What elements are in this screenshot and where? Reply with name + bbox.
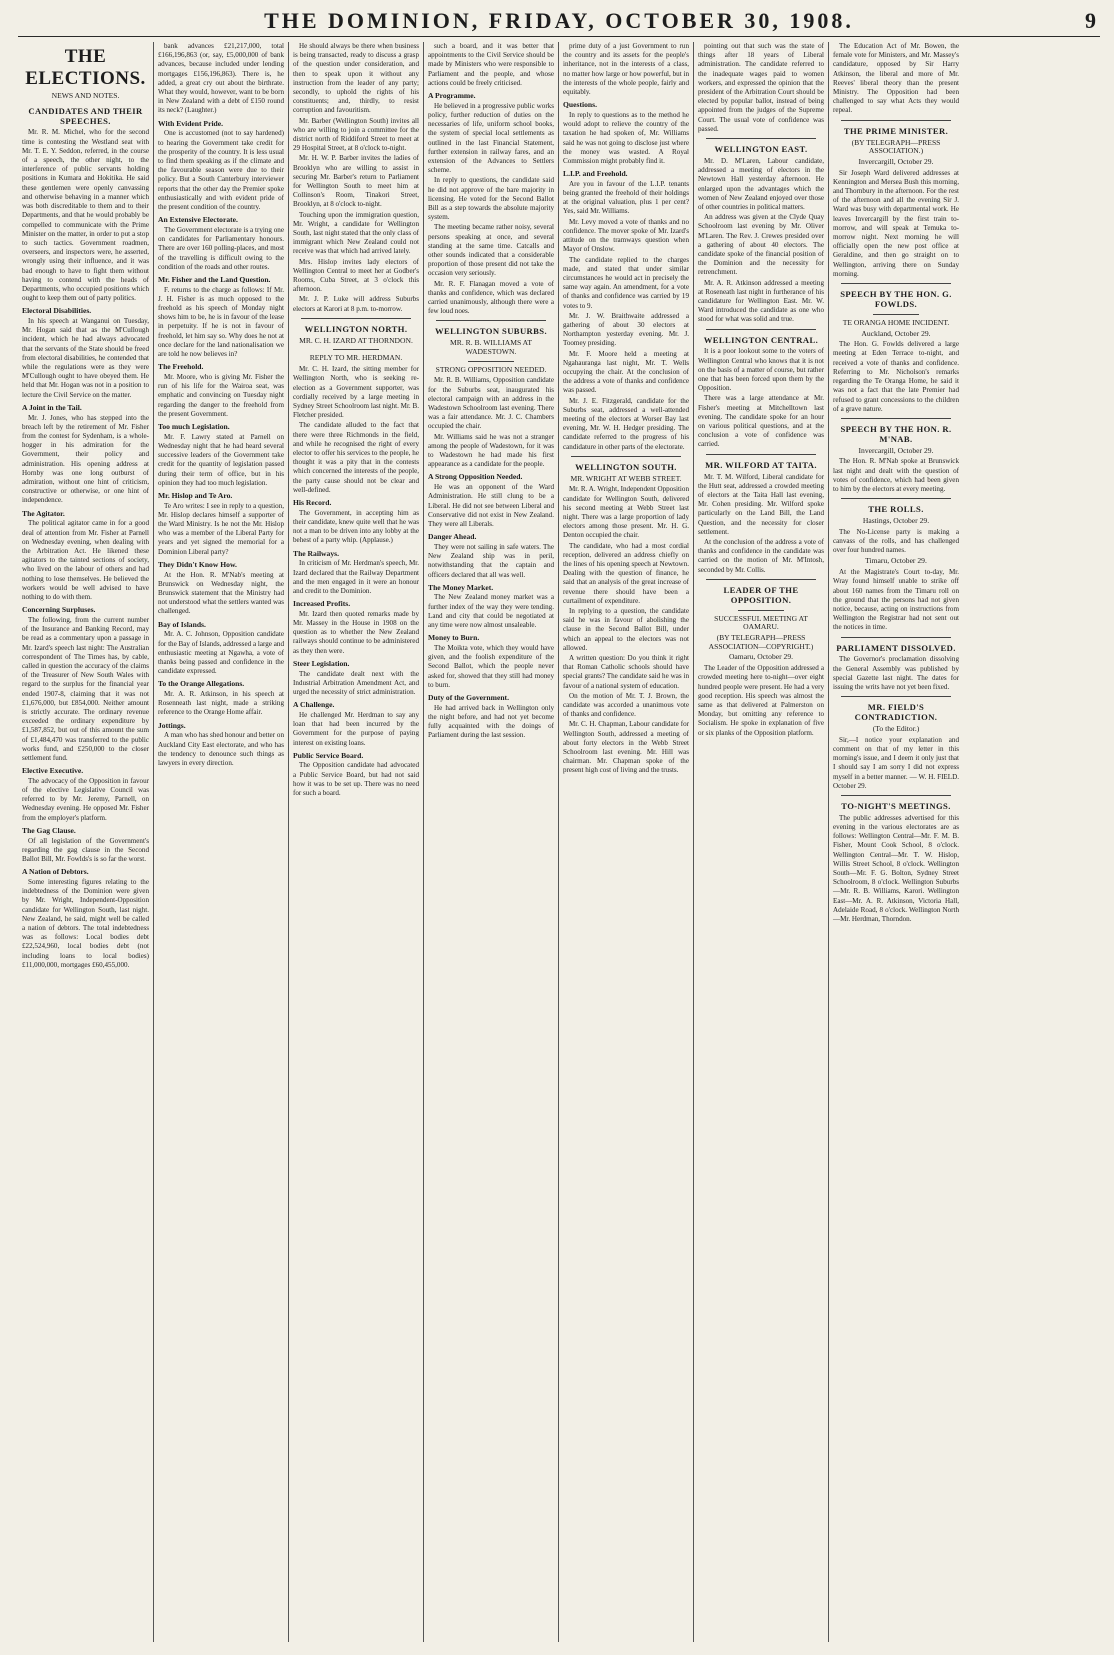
article-subheading: STRONG OPPOSITION NEEDED. xyxy=(435,364,547,374)
article-paragraph: such a board, and it was better that appointments to the Civil Service should be made by Ministers who were responsible to Parliament and the people, and whose actions could be freely criticised. xyxy=(428,42,554,87)
article-subheading: MR. R. B. WILLIAMS AT WADESTOWN. xyxy=(450,338,532,356)
article-paragraph: Mr. J. E. Fitzgerald, candidate for the Suburbs seat, addressed a well-attended meeting of the electors at Worser Bay last evening, Mr. W. H. Hedger presiding. The candidate referred to the progress of his candidature in other parts of the electorate. xyxy=(563,396,689,451)
article-subheading: SUCCESSFUL MEETING AT OAMARU. xyxy=(714,613,808,632)
article-paragraph: Mr. Izard then quoted remarks made by Mr. Massey in the House in 1908 on the question as to whether the New Zealand railways should continue to be administered as they then were. xyxy=(293,609,419,655)
article-paragraph: A man who has shed honour and better on Auckland City East electorate, and who has the tendency to denounce such things as lawyers in every direction. xyxy=(158,731,284,767)
article-paragraph: Mr. D. M'Laren, Labour candidate, addressed a meeting of electors in the Newtown Hall yesterday afternoon. He enlarged upon the advantages which the women of New Zealand enjoyed over those of other countries in political matters. xyxy=(698,156,824,211)
masthead-title: THE DOMINION, FRIDAY, OCTOBER 30, 1908. xyxy=(264,8,854,33)
column-2 xyxy=(153,42,288,1642)
article-paragraph: He was an opponent of the Ward Administration. He still clung to be a Liberal. He did not see between Liberal and Conservative did not exist in New Zealand. They were all Liberals. xyxy=(428,483,554,528)
article-paragraph: Mr. J. W. Braithwaite addressed a gathering of about 30 electors at Northampton yesterday evening. Mr. J. Toomey presiding. xyxy=(563,311,689,348)
article-paragraph: In reply to questions, the candidate said he did not approve of the bare majority in licensing. He voted for the Second Ballot Bill as a step towards the absolute majority system. xyxy=(428,176,554,222)
article-paragraph: The Governor's proclamation dissolving the General Assembly was published by special Gazette last night. The dates for issuing the writs have not yet been fixed. xyxy=(833,655,959,692)
article-heading: THE ROLLS. xyxy=(868,504,924,515)
paragraph-heading: Duty of the Government. xyxy=(428,693,509,702)
column-4 xyxy=(423,42,558,1642)
article-paragraph: Mr. C. H. Chapman, Labour candidate for Wellington South, addressed a meeting of about forty electors in the Webb Street Schoolroom last evening. Mr. Hill was chairman. Mr. Chapman spoke of the present high cost of living and the trusts. xyxy=(563,720,689,775)
paragraph-heading: A Strong Opposition Needed. xyxy=(428,472,523,482)
article-heading: TO-NIGHT'S MEETINGS. xyxy=(841,800,951,811)
article-subheading: Oamaru, October 29. xyxy=(728,652,794,662)
article-paragraph: Mrs. Hislop invites lady electors of Wellington Central to meet her at Godber's Rooms, Cuba Street, at 3 o'clock this afternoon. xyxy=(293,257,419,294)
article-paragraph: Mr. J. Jones, who has stepped into the breach left by the retirement of Mr. Fisher from the contest for Sydenham, is a whole-hogger in his admiration for the Government, their policy and administration. His opening address at Hornby was one long outburst of admiration, without one hint of criticism, constructive or otherwise, or one hint of independence. xyxy=(22,413,149,505)
paragraph-heading: To the Orange Allegations. xyxy=(158,679,245,689)
column-rule xyxy=(841,283,951,284)
article-paragraph: The Government electorate is a trying one on candidates for Parliamentary honours. There are over 160 polling-places, and most of the travelling is difficult owing to the condition of the roads and other routes. xyxy=(158,225,284,271)
paragraph-heading: Mr. Hislop and Te Aro. xyxy=(158,490,233,500)
section-title: THE ELECTIONS. xyxy=(25,46,146,89)
column-rule-short xyxy=(738,610,784,611)
article-paragraph: They were not sailing in safe waters. The New Zealand ship was in peril, notwithstanding that the captain and officers declared that all was well. xyxy=(428,542,554,579)
article-subheading: Invercargill, October 29. xyxy=(858,445,934,455)
article-subheading: REPLY TO MR. HERDMAN. xyxy=(309,353,403,363)
article-heading: PARLIAMENT DISSOLVED. xyxy=(836,642,956,653)
article-heading: SPEECH BY THE HON. R. M'NAB. xyxy=(840,423,952,444)
paragraph-heading: Danger Ahead. xyxy=(428,532,477,542)
paragraph-heading: The Gag Clause. xyxy=(22,825,76,835)
article-paragraph: Mr. A. R. Atkinson addressed a meeting at Roseneath last night in furtherance of his candidature for Wellington East. Mr. W. Ward introduced the candidate as one who stood for what was solid and true. xyxy=(698,278,824,324)
masthead xyxy=(18,6,1100,37)
paragraph-heading: Bay of Islands. xyxy=(158,619,206,629)
article-paragraph: The New Zealand money market was a further index of the way they were tending. Land and city that could be negotiated at any time were now almost unsaleable. xyxy=(428,593,554,630)
article-paragraph: A written question: Do you think it right that Roman Catholic schools should have special grants? The candidate said he was in favour of a national system of education. xyxy=(563,654,689,690)
article-paragraph: In replying to a question, the candidate said he was in favour of abolishing the clause in the Second Ballot Bill, under which an appeal to the electors was not allowed. xyxy=(563,607,689,652)
paragraph-heading: Questions. xyxy=(563,100,597,110)
article-paragraph: The advocacy of the Opposition in favour of the elective Legislative Council was referred to by Mr. Jeremy, Parnell, on Wednesday evening. He opposed Mr. Fisher from the employer's platform. xyxy=(22,776,149,822)
column-rule xyxy=(706,138,816,139)
article-paragraph: There was a large attendance at Mr. Fisher's meeting at Mitchelltown last evening. The candidate spoke for an hour on various political questions, and at the conclusion a vote of confidence was carried. xyxy=(698,394,824,449)
column-1 xyxy=(18,42,153,1642)
article-paragraph: Sir Joseph Ward delivered addresses at Kennington and Mersea Bush this morning, and Thornbury in the afternoon. For the rest of the afternoon and all the evening Sir J. Ward was busy with departmental work. He leaves Invercargill by the first train to-morrow, and will speak at Temuka to-morrow night. Next morning he will officially open the new post office at Geraldine, and then go straight on to Wellington, arriving there on Sunday morning. xyxy=(833,168,959,278)
article-paragraph: Mr. Levy moved a vote of thanks and no confidence. The mover spoke of Mr. Izard's attitude on the tramways question when Mayor of Onslow. xyxy=(563,217,689,254)
article-subheading: Invercargill, October 29. xyxy=(858,156,934,166)
article-subheading: NEWS AND NOTES. xyxy=(51,91,120,100)
article-paragraph: The Opposition candidate had advocated a Public Service Board, but had not said how it was to be set up. There was no need for such a board. xyxy=(293,761,419,798)
article-paragraph: Mr. Moore, who is giving Mr. Fisher the run of his life for the Wairoa seat, was emphatic and convincing on Tuesday night regarding the danger to the freehold from the present Government. xyxy=(158,372,284,418)
article-heading: MR. WILFORD AT TAITA. xyxy=(705,459,817,470)
article-paragraph: At the Magistrate's Court to-day, Mr. Wray found himself unable to strike off about 160 names from the Timaru roll on the ground that the persons had not given notice, because, acting on instructions from Wellington the Registrar had not sent out the notices in time. xyxy=(833,568,959,632)
paragraph-heading: Too much Legislation. xyxy=(158,421,230,431)
article-paragraph: The Government, in accepting him as their candidate, knew quite well that he was not a man to be driven into any lobby at the behest of a party whip. (Applause.) xyxy=(293,508,419,545)
article-heading: WELLINGTON CENTRAL. xyxy=(703,334,819,345)
paragraph-heading: Increased Profits. xyxy=(293,599,351,609)
paragraph-heading: Mr. Fisher and the Land Question. xyxy=(158,274,271,284)
paragraph-heading: An Extensive Electorate. xyxy=(158,215,238,225)
article-paragraph: He had arrived back in Wellington only the night before, and had not yet become fully acquainted with the doings of Parliament during the last session. xyxy=(428,703,554,740)
column-rule xyxy=(706,329,816,330)
column-rule xyxy=(841,696,951,697)
paragraph-heading: Jottings. xyxy=(158,720,186,730)
paragraph-heading: The Money Market. xyxy=(428,582,494,592)
column-rule xyxy=(841,418,951,419)
article-subheading: (BY TELEGRAPH—PRESS ASSOCIATION.) xyxy=(851,137,941,156)
article-subheading: Auckland, October 29. xyxy=(861,328,931,338)
article-heading: WELLINGTON SOUTH. xyxy=(575,461,677,472)
article-paragraph: Mr. Barber (Wellington South) invites all who are willing to join a committee for the district north of Riddiford Street to meet at 29 Hospital Street, at 8 o'clock to-night. xyxy=(293,116,419,153)
article-heading: WELLINGTON SUBURBS. xyxy=(434,326,548,337)
article-paragraph: One is accustomed (not to say hardened) to hearing the Government take credit for the prosperity of the country. It is less usual to find them speaking as if the climate and the favourable season were due to their policy. But a South Canterbury interviewer reports that the other day the Premier spoke enthusiastically and with evident pride of the present condition of the country. xyxy=(158,129,284,211)
article-paragraph: In criticism of Mr. Herdman's speech, Mr. Izard declared that the Railway Department and the men engaged in it were an honour and credit to the Dominion. xyxy=(293,559,419,595)
article-paragraph: Are you in favour of the L.I.P. tenants being granted the freehold of their holdings at the original valuation, plus 1 per cent? Yes, said Mr. Williams. xyxy=(563,179,689,216)
paragraph-heading: The Agitator. xyxy=(22,508,65,518)
article-paragraph: Mr. Williams said he was not a stranger among the people of Wadestown, for it was to Wadestown he had made his first appearance as a candidate for the people. xyxy=(428,432,554,469)
paragraph-heading: A Nation of Debtors. xyxy=(22,867,89,877)
article-subheading: (To the Editor.) xyxy=(872,723,920,733)
article-subheading: (BY TELEGRAPH—PRESS ASSOCIATION—COPYRIGHT.) xyxy=(708,632,814,651)
column-rule xyxy=(301,318,411,319)
article-paragraph: The candidate replied to the charges made, and stated that under similar circumstances he would act in precisely the same way again. An amendment, for a vote of thanks and confidence was carried by 19 votes to 9. xyxy=(563,255,689,310)
paragraph-heading: Electoral Disabilities. xyxy=(22,306,92,316)
article-paragraph: Touching upon the immigration question, Mr. Wright, a candidate for Wellington South, last night stated that the only class of immigrant which New Zealand could not receive was that which had arrived lately. xyxy=(293,210,419,256)
column-rule xyxy=(841,120,951,121)
article-paragraph: prime duty of a just Government to run the country and its assets for the people's inheritance, not in the interests of a class, no matter how large or how powerful, but in the interests of the whole people, fairly and equitably. xyxy=(563,42,689,97)
article-paragraph: He believed in a progressive public works policy, further reduction of duties on the necessaries of life, uniform school books, the system of special local settlements as outlined in the last Financial Statement, further extension in railway fares, and an extension of the Advances to Settlers scheme. xyxy=(428,101,554,175)
article-paragraph: Mr. F. Lawry stated at Parnell on Wednesday night that he had heard several successive leaders of the Government take credit for the quantity of legislation passed during their term of office, but in his opinion they had too much legislation. xyxy=(158,432,284,487)
column-rule xyxy=(841,637,951,638)
column-rule xyxy=(841,795,951,796)
paragraph-heading: A Challenge. xyxy=(293,700,335,710)
article-heading: WELLINGTON NORTH. xyxy=(304,323,408,334)
column-rule xyxy=(841,498,951,499)
article-subheading: MR. C. H. IZARD AT THORNDON. xyxy=(299,335,413,345)
article-paragraph: pointing out that such was the state of things after 18 years of Liberal administration. The candidate referred to the inadequate wages paid to women workers, and expressed the opinion that the president of the Arbitration Court should be elected by popular ballot, instead of being appointed from the judges of the Supreme Court. The usual vote of confidence was passed. xyxy=(698,42,824,133)
article-paragraph: He challenged Mr. Herdman to say any loan that had been incurred by the Government for the purpose of paying interest on existing loans. xyxy=(293,710,419,747)
article-paragraph: The Hon. R. M'Nab spoke at Brunswick last night and dealt with the question of votes of confidence, which had been given to him by the electors at every meeting. xyxy=(833,457,959,493)
column-5 xyxy=(558,42,693,1642)
article-paragraph: He should always be there when business is being transacted, ready to discuss a grasp of the question under consideration, and then to speak upon it without any instruction from the leader of any party; secondly, to uphold the rights of his constituents; and, thirdly, to resist corruption and favouritism. xyxy=(293,42,419,115)
article-paragraph: Sir,—I notice your explanation and comment on that of my letter in this morning's issue, and I deem it only just that I should say I am sorry I did not express myself in a better manner. — W. H. FIELD. October 29. xyxy=(833,735,959,790)
column-rule-short xyxy=(873,314,919,315)
article-paragraph: At the Hon. R. M'Nab's meeting at Brunswick on Wednesday night, the Brunswick statement that the Ministry had not understood what the settlers wanted was challenged. xyxy=(158,570,284,616)
article-paragraph: The Hon. G. Fowlds delivered a large meeting at Eden Terrace to-night, and received a vote of thanks and confidence. Referring to Mr. Nicholson's remarks regarding the Te Oranga Home, he said it was not a fact that the late Premier had refused to grant concessions to the children of a grave nature. xyxy=(833,340,959,413)
article-paragraph: F. returns to the charge as follows: If Mr. J. H. Fisher is as much opposed to the freehold as his speech of Monday night shows him to be, he is in favour of the lease in perpetuity. If he is not in favour of freehold, let him say so. Why does he not at once declare for the land nationalisation we are told he now believes in? xyxy=(158,285,284,359)
article-paragraph: The candidate, who had a most cordial reception, delivered an address chiefly on the lines of his opening speech at Newtown. Dealing with the question of finance, he said that an analysis of the great increase of revenue there should have been a curtailment of expenditure. xyxy=(563,541,689,605)
article-paragraph: The No-License party is making a canvass of the rolls, and has challenged over four hundred names. xyxy=(833,527,959,555)
article-paragraph: The Leader of the Opposition addressed a crowded meeting here to-night—over eight hundred people were present. He had a very good reception. His speech was almost the same as that delivered at Palmerston on Monday, but omitting any reference to Socialism. He spoke in explanation of five or six planks of the Opposition platform. xyxy=(698,664,824,737)
page-number: 9 xyxy=(1085,8,1096,33)
column-rule xyxy=(436,320,546,321)
column-rule-short xyxy=(468,361,514,362)
article-paragraph: Of all legislation of the Government's regarding the gag clause in the Second Ballot Bill, Mr. Fowlds's is so far the worst. xyxy=(22,836,149,863)
article-paragraph: The candidate dealt next with the Industrial Arbitration Amendment Act, and urged the necessity of strict administration. xyxy=(293,669,419,696)
article-heading: MR. FIELD'S CONTRADICTION. xyxy=(854,702,938,723)
paragraph-heading: His Record. xyxy=(293,498,332,508)
article-paragraph: The candidate alluded to the fact that there were three Richmonds in the field, and while he recognised the right of every elector to offer his services to the people, he thought it was a pity that in the contests which concerned the interests of the people, the party cause should not be clear and well-defined. xyxy=(293,421,419,494)
article-subheading: TE ORANGA HOME INCIDENT. xyxy=(842,317,950,327)
paragraph-heading: Elective Executive. xyxy=(22,766,84,776)
paragraph-heading: Public Service Board. xyxy=(293,750,364,760)
article-heading: CANDIDATES AND THEIR SPEECHES. xyxy=(28,105,143,126)
column-3 xyxy=(288,42,423,1642)
paragraph-heading: A Programme. xyxy=(428,91,476,101)
article-paragraph: Mr. A. R. Atkinson, in his speech at Rosenneath last night, made a striking reference to the Orange Home affair. xyxy=(158,690,284,717)
column-rule xyxy=(571,456,681,457)
article-paragraph: The following, from the current number of the Insurance and Banking Record, may be read as a commentary upon a passage in Mr. Izard's speech last night: The Australian correspondent of The Times has, by cable, called in question the accuracy of the claims of the Treasurer of New South Wales with regard to the surplus for the financial year ended 1907-8, claiming that it was not £1,676,000, but £854,000. Neither amount is strictly accurate. The ordinary revenue exceeded the ordinary expenditure by £1,587,852, but out of this amount the sum of £1,484,470 was transferred to the public works fund, and £250,000 to the closer settlement fund. xyxy=(22,615,149,762)
article-paragraph: The public addresses advertised for this evening in the various electorates are as follows: Wellington Central—Mr. F. M. B. Fisher, Mount Cook School, 8 o'clock. Wellington Central—Mr. T. W. Hislop, Willis Street School, 8 o'clock. Wellington South—Mr. F. G. Bolton, Sydney Street Schoolroom, 8 o'clock. Wellington Suburbs—Mr. R. B. Williams, Karori. Wellington East—Mr. A. R. Atkinson, Victoria Hall, Adelaide Road, 8 o'clock. Wellington North—Mr. Herdman, Thorndon. xyxy=(833,813,959,924)
article-paragraph: Mr. J. P. Luke will address Suburbs electors at Karori at 8 p.m. to-morrow. xyxy=(293,295,419,313)
paragraph-heading: Steer Legislation. xyxy=(293,658,350,668)
article-paragraph: bank advances £21,217,000, total £166,196,863 (or, say, £5,000,000 of bank advances, because included under lending mortgages £156,196,863). There is, he added, a great cry out about the birthrate. What they would, however, want to be born in New Zealand with a debt of £150 round its neck? (Laughter.) xyxy=(158,42,284,115)
article-paragraph: Mr. F. Moore held a meeting at Ngahauranga last night, Mr. T. Wells occupying the chair. At the conclusion of the address a vote of thanks and confidence was passed. xyxy=(563,349,689,395)
article-paragraph: Mr. H. W. P. Barber invites the ladies of Brooklyn who are willing to assist in securing Mr. Barber's return to Parliament for Wellington South to meet him at Collinson's Room, Tinakori Street, Brooklyn, at 8 o'clock to-night. xyxy=(293,154,419,209)
paragraph-heading: A Joint in the Tail. xyxy=(22,402,82,412)
article-paragraph: In reply to questions as to the method he would adopt to relieve the country of the taxation he had spoken of, Mr. Williams said he was not going to disclose just where the money was wasted. A Royal Commission might probably find it. xyxy=(563,110,689,165)
article-heading: LEADER OF THE OPPOSITION. xyxy=(723,584,799,605)
article-paragraph: Mr. R. F. Flanagan moved a vote of thanks and confidence, which was declared carried unanimously, although there were a few loud noes. xyxy=(428,279,554,316)
paragraph-heading: Concerning Surpluses. xyxy=(22,605,96,615)
article-paragraph: Mr. R. A. Wright, Independent Opposition candidate for Wellington South, delivered his second meeting at Webb Street last night. There was a large proportion of lady electors among those present. Mr. H. G. Denton occupied the chair. xyxy=(563,485,689,540)
article-paragraph: In his speech at Wanganui on Tuesday, Mr. Hogan said that as the M'Cullough incident, which he had always advocated that the servants of the State should be freed from electoral disabilities, he contended that while the regulations were as they were M'Cullough ought to have obeyed them. He held that Mr. Hogan was not in a position to lecture the Civil Service on the matter. xyxy=(22,317,149,399)
article-paragraph: The political agitator came in for a good deal of attention from Mr. Fisher at Parnell on Wednesday evening, when dealing with the Arbitration Act. He likened these agitators to the tainted sections of society, who lived on the labour of others and had nothing to lose themselves. He believed the workers would be well advised to have nothing to do with them. xyxy=(22,519,149,601)
article-paragraph: An address was given at the Clyde Quay Schoolroom last evening by Mr. Oliver M'Laren. The Rev. J. Crewes presided over a gathering of about 40 electors. The candidate spoke of the financial position of the Dominion and the necessity for retrenchment. xyxy=(698,213,824,277)
paragraph-heading: L.I.P. and Freehold. xyxy=(563,169,628,179)
article-paragraph: The Education Act of Mr. Bowen, the female vote for Ministers, and Mr. Massey's candidature, opposed by Sir Harry Atkinson, the liberal and more of Mr. Reeves' liberal theory than the present Ministry. The Opposition had been challenged to say what Acts they would repeal. xyxy=(833,42,959,115)
paragraph-heading: The Freehold. xyxy=(158,362,204,372)
article-paragraph: Te Aro writes: I see in reply to a question, Mr. Hislop declares himself a supporter of the Ward Ministry. Is he not the Mr. Hislop who was a member of the Liberal Party for years and yet signed the memorial for a Dominion Liberal party? xyxy=(158,501,284,556)
article-paragraph: At the conclusion of the address a vote of thanks and confidence in the candidate was carried on the motion of Mr. M'Intosh, seconded by Mr. Collis. xyxy=(698,537,824,574)
article-paragraph: The meeting became rather noisy, several persons speaking at once, and several standing at the same time. Catcalls and other sounds indicated that a considerable proportion of those present did not take the occasion very seriously. xyxy=(428,223,554,278)
paragraph-heading: With Evident Pride. xyxy=(158,118,224,128)
article-paragraph: Mr. A. C. Johnson, Opposition candidate for the Bay of Islands, addressed a large and enthusiastic meeting at Ngawha, a vote of thanks being passed and confidence in the candidate expressed. xyxy=(158,630,284,676)
article-heading: WELLINGTON EAST. xyxy=(714,144,808,155)
article-paragraph: Mr. R. M. Michel, who for the second time is contesting the Westland seat with Mr. T. E. Y. Seddon, referred, in the course of a speech, the other night, to the interference of public servants holding positions in Kumara and Hokitika. He said these gentlemen were openly canvassing and otherwise behaving in a manner which was both discreditable to them and to their Departments, and that he would probably be compelled to communicate with the Prime Minister on the matter, in order to put a stop to such tactics. Government roadmen, overseers, and inspectors were, he asserted, wrongly using their influence, and it was bad enough to have to fight them without having to contend with the heads of Departments, who occupied positions which ought to keep them out of party politics. xyxy=(22,128,149,303)
article-subheading: Hastings, October 29. xyxy=(862,516,930,526)
article-paragraph: On the motion of Mr. T. J. Brown, the candidate was accorded a unanimous vote of thanks and confidence. xyxy=(563,691,689,719)
article-subheading: Timaru, October 29. xyxy=(865,556,927,566)
article-paragraph: Some interesting figures relating to the indebtedness of the Dominion were given by Mr. Wright, Independent-Opposition candidate for Wellington South, last night. New Zealand, he said, might well be called a nation of debtors. The total indebtedness was as follows: Local bodies debt £22,524,960, local bodies debt (not including loans to local bodies) £11,000,000, mortgages £60,455,000. xyxy=(22,877,149,969)
article-paragraph: The Moikta vote, which they would have given, and the foolish expenditure of the Second Ballot, which the people never asked for, showed that they still had money to burn. xyxy=(428,643,554,689)
article-paragraph: Mr. R. B. Williams, Opposition candidate for the Suburbs seat, inaugurated his electoral campaign with an address in the Wadestown Schoolroom last evening. There was a fair attendance. Mr. J. C. Chambers occupied the chair. xyxy=(428,376,554,431)
article-paragraph: It is a poor lookout some to the voters of Wellington Central who knows that it is not on the basis of a matter of course, but rather one that has been forced upon them by the Opposition. xyxy=(698,347,824,393)
article-heading: SPEECH BY THE HON. G. FOWLDS. xyxy=(840,289,952,309)
column-6 xyxy=(693,42,828,1642)
article-heading: THE PRIME MINISTER. xyxy=(843,125,949,136)
article-paragraph: Mr. C. H. Izard, the sitting member for Wellington North, who is seeking re-election as a Government supporter, was cordially received by a large meeting in Sydney Street Schoolroom last night. Mr. B. Fletcher presided. xyxy=(293,365,419,420)
column-rule-short xyxy=(333,349,379,350)
column-rule xyxy=(706,579,816,580)
paragraph-heading: Money to Burn. xyxy=(428,633,480,643)
column-7 xyxy=(828,42,963,1642)
column-rule xyxy=(706,454,816,455)
paragraph-heading: The Railways. xyxy=(293,548,339,558)
paragraph-heading: They Didn't Know How. xyxy=(158,559,237,569)
article-paragraph: Mr. T. M. Wilford, Liberal candidate for the Hutt seat, addressed a crowded meeting of electors at the Taita Hall last evening, Mr. Cohen presiding. Mr. Wilford spoke particularly on the Land Bill, the Land Question, and the necessity for closer settlement. xyxy=(698,472,824,536)
article-subheading: MR. WRIGHT AT WEBB STREET. xyxy=(570,473,682,483)
column-grid xyxy=(18,42,1100,1642)
